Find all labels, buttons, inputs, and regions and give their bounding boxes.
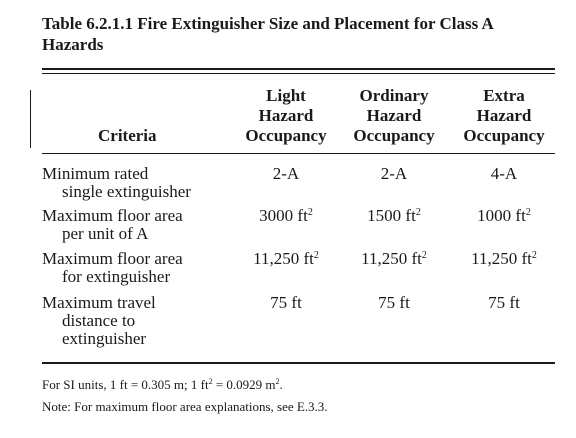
header-light-hazard: Light Hazard Occupancy bbox=[245, 86, 327, 145]
margin-change-bar bbox=[30, 90, 31, 148]
row-label-line2: single extinguisher bbox=[62, 182, 191, 201]
cell-light: 3000 $ft^2$ bbox=[259, 206, 313, 225]
cell-ordinary: 11,250 $ft^2$ bbox=[361, 249, 427, 268]
row-criteria bbox=[42, 294, 156, 348]
cell-ordinary: 1500 $ft^2$ bbox=[367, 206, 421, 225]
header-ordinary-hazard: Ordinary Hazard Occupancy bbox=[353, 86, 435, 145]
cell-extra: 4-A bbox=[490, 164, 518, 183]
cell-extra: 11,250 $ft^2$ bbox=[471, 249, 537, 268]
header-extra-hazard: Extra Hazard Occupancy bbox=[463, 86, 545, 145]
row-criteria bbox=[42, 165, 191, 201]
row-criteria bbox=[42, 207, 183, 243]
row-criteria bbox=[42, 250, 183, 286]
footnote-si-units: For SI units, 1 ft = 0.305 m; 1 $ft^2 = 0.0929$ $m^2$. bbox=[42, 377, 283, 392]
row-label-line1: Minimum rated bbox=[42, 164, 149, 183]
row-label-line2: distance to bbox=[62, 311, 136, 330]
row-label-line1: Maximum travel bbox=[42, 293, 156, 312]
bottom-rule bbox=[42, 362, 555, 364]
cell-light: 2-A bbox=[272, 164, 300, 183]
cell-extra: 75 ft bbox=[488, 293, 520, 312]
row-label-line1: Maximum floor area bbox=[42, 249, 183, 268]
cell-light: 11,250 $ft^2$ bbox=[253, 249, 319, 268]
header-criteria: Criteria bbox=[98, 126, 157, 145]
row-label-line2: for extinguisher bbox=[62, 267, 171, 286]
cell-light: 75 ft bbox=[270, 293, 302, 312]
cell-ordinary: 2-A bbox=[380, 164, 408, 183]
row-label-line3: extinguisher bbox=[62, 329, 147, 348]
top-rule-1 bbox=[42, 68, 555, 70]
footnote-note: Note: For maximum floor area explanations, see E.3.3. bbox=[42, 399, 328, 414]
table-title: Table 6.2.1.1 Fire Extinguisher Size and Placement for Class A Hazards bbox=[42, 14, 493, 54]
row-label-line1: Maximum floor area bbox=[42, 206, 183, 225]
cell-extra: 1000 $ft^2$ bbox=[477, 206, 531, 225]
header-rule bbox=[42, 153, 555, 154]
top-rule-2 bbox=[42, 73, 555, 74]
row-label-line2: per unit of A bbox=[62, 224, 149, 243]
cell-ordinary: 75 ft bbox=[378, 293, 410, 312]
